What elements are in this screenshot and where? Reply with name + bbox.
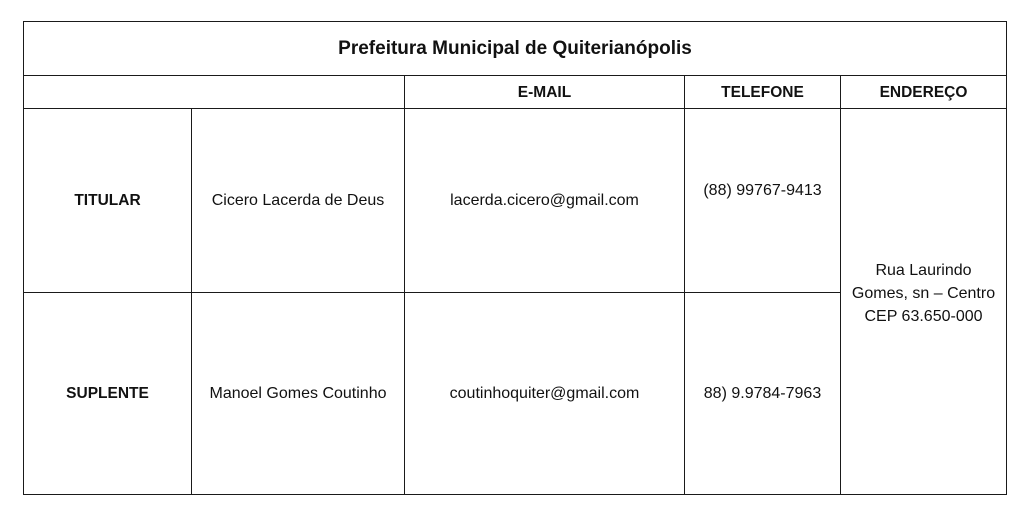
name-suplente: Manoel Gomes Coutinho [192,293,405,495]
role-titular: TITULAR [24,109,192,293]
email-suplente: coutinhoquiter@gmail.com [405,293,685,495]
table-row-titular [24,109,1007,293]
phone-titular: (88) 99767-9413 [685,109,841,293]
name-titular: Cicero Lacerda de Deus [192,109,405,293]
title-row [24,22,1007,76]
table-title: Prefeitura Municipal de Quiterianópolis [24,22,1007,76]
header-empty [24,76,405,109]
header-row [24,76,1007,109]
contact-table-container [23,21,1007,495]
contact-table [23,21,1007,495]
role-suplente: SUPLENTE [24,293,192,495]
header-email: E-MAIL [405,76,685,109]
address-line-2: Gomes, sn – Centro [851,285,996,302]
email-titular: lacerda.cicero@gmail.com [405,109,685,293]
address-line-1: Rua Laurindo [875,262,972,279]
header-phone: TELEFONE [685,76,841,109]
address-cell [841,109,1007,495]
header-address: ENDEREÇO [841,76,1007,109]
phone-suplente: 88) 9.9784-7963 [685,293,841,495]
address-line-3: CEP 63.650-000 [864,308,983,325]
